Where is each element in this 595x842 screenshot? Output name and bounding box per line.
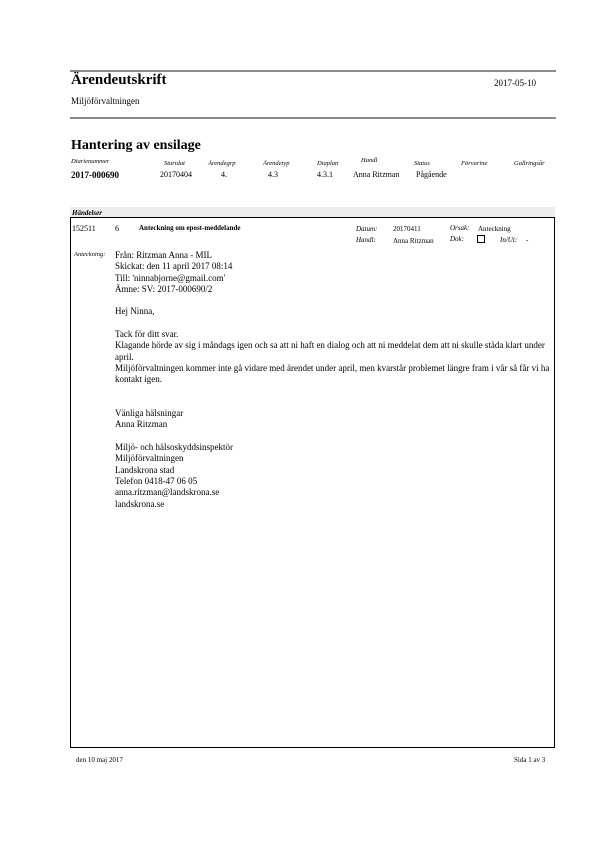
email-sent: Skickat: den 11 april 2017 08:14 — [115, 261, 233, 272]
thanks: Tack för ditt svar. — [115, 329, 179, 340]
datum-value: 20170411 — [393, 225, 421, 233]
col-forvarine: Förvarine — [461, 160, 488, 167]
event-description: Anteckning om epost-meddelande — [139, 224, 241, 232]
value-diaplan: 4.3.1 — [317, 170, 333, 179]
value-status: Pågående — [416, 170, 447, 179]
orsak-label: Orsak: — [450, 224, 470, 232]
col-diarienummer: Diarienummer — [71, 158, 110, 165]
orsak-value: Anteckning — [478, 225, 511, 233]
col-handl: Handl — [361, 157, 378, 164]
closing: Vänliga hälsningar — [115, 408, 184, 419]
signature-city: Landskrona stad — [115, 464, 175, 475]
footer-date: den 10 maj 2017 — [76, 756, 123, 764]
event-number: 6 — [115, 224, 119, 233]
value-startdat: 20170404 — [160, 170, 192, 179]
value-arendegrp: 4. — [221, 170, 227, 179]
signature-email: anna.ritzman@landskrona.se — [115, 487, 220, 498]
datum-label: Datum: — [356, 225, 378, 233]
greeting: Hej Ninna, — [115, 306, 155, 317]
col-arendegrp: Ärendegrp — [208, 160, 236, 167]
col-diaplan: Diaplan — [317, 160, 339, 167]
inut-label: In/Ut: — [500, 236, 518, 244]
handl-label: Handl: — [356, 236, 376, 244]
signature-web: landskrona.se — [115, 498, 165, 509]
col-gallringsar: Gallringsår — [514, 160, 545, 167]
header-bottom-rule — [70, 117, 556, 119]
signature-role: Miljö- och hälsoskyddsinspektör — [115, 442, 233, 453]
paragraph-2: Miljöförvaltningen kommer inte gå vidare med ärendet under april, men kvarstår problemet längre fram i vår så får vi ha kontakt igen. — [115, 362, 550, 385]
signature-phone: Telefon 0418-47 06 05 — [115, 475, 198, 486]
paragraph-1: Klagande hörde av sig i måndags igen och sa att ni haft en dialog och att ni meddelat dem att ni skulle städa klart under april. — [115, 340, 545, 362]
footer-page-number: Sida 1 av 3 — [514, 756, 546, 764]
events-section-label: Händelser — [72, 209, 102, 217]
email-to: Till: 'ninnabjorne@gmail.com' — [115, 272, 226, 283]
col-status: Status — [414, 160, 430, 167]
handl-value: Anna Ritzman — [393, 237, 434, 245]
col-arendetyp: Ärendetyp — [263, 160, 290, 167]
dok-checkbox[interactable] — [477, 235, 485, 243]
print-date: 2017-05-10 — [494, 78, 536, 88]
email-from: Från: Ritzman Anna - MIL — [115, 250, 212, 260]
signature-org: Miljöförvaltningen — [115, 453, 184, 464]
case-title: Hantering av ensilage — [71, 138, 201, 153]
signature-name: Anna Ritzman — [115, 419, 168, 430]
note-label: Anteckning: — [74, 251, 106, 258]
value-arendetyp: 4.3 — [268, 170, 278, 179]
dok-label: Dok: — [450, 235, 464, 243]
document-title: Ärendeutskrift — [71, 72, 167, 88]
department-name: Miljöförvaltningen — [71, 96, 140, 106]
inut-value: - — [526, 236, 529, 244]
event-id: 152511 — [72, 224, 96, 233]
col-startdat: Startdat — [164, 160, 185, 167]
events-header-bar — [70, 207, 555, 218]
value-diarienummer: 2017-000690 — [71, 170, 119, 180]
email-subject: Ämne: SV: 2017-000690/2 — [115, 283, 213, 294]
note-body — [115, 250, 555, 510]
value-handl: Anna Ritzman — [353, 170, 400, 179]
